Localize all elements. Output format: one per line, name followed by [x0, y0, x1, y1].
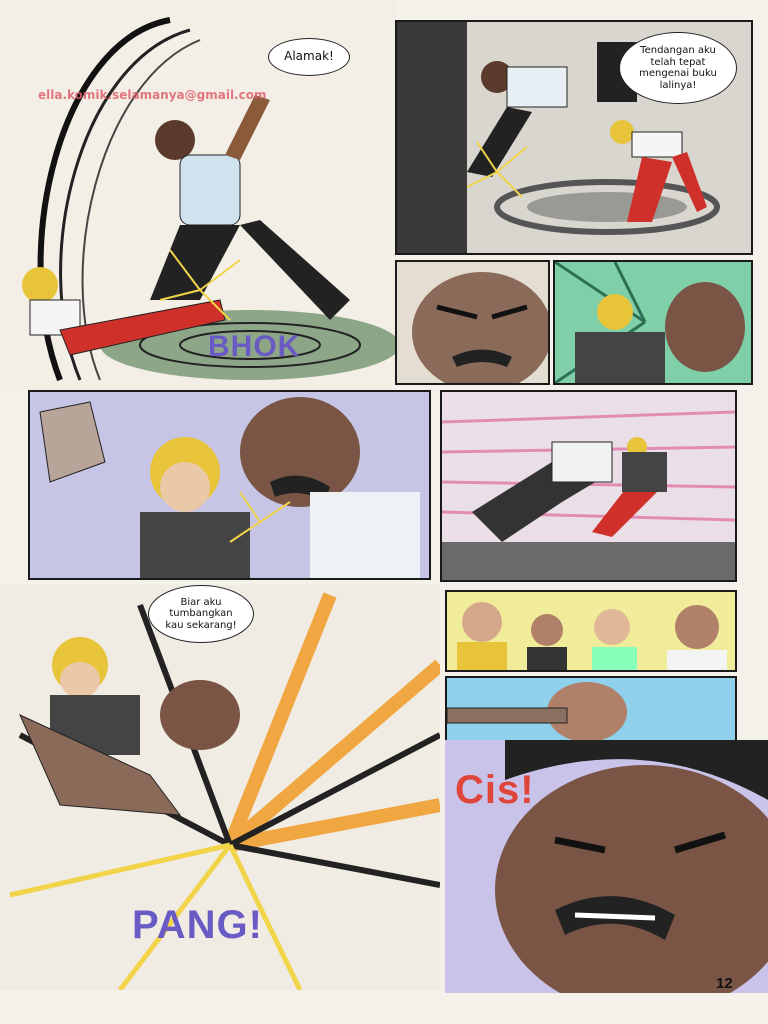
panel-6-art — [442, 392, 735, 580]
sfx-cis: Cis! — [455, 768, 535, 812]
speech-balloon-alamak — [268, 38, 350, 76]
panel-10-spectators — [445, 590, 737, 672]
panel-3-angry-face — [395, 260, 550, 385]
panel-6-throw — [440, 390, 737, 582]
page-number: 12 — [716, 975, 733, 992]
panel-4-grapple — [553, 260, 753, 385]
panel-2-alley — [395, 20, 753, 255]
panel-11-art — [447, 678, 735, 746]
balloon-text: Biar aku tumbangkan kau sekarang! — [165, 596, 237, 631]
balloon-text: Alamak! — [284, 49, 334, 64]
speech-balloon-tendangan — [619, 32, 737, 104]
watermark: ella.komik.selamanya@gmail.com — [38, 88, 267, 102]
sfx-pang: PANG! — [132, 903, 263, 947]
panel-10-art — [447, 592, 735, 670]
panel-1-kick — [0, 0, 395, 390]
panel-12-cis — [445, 740, 768, 993]
panel-11-wipe — [445, 676, 737, 748]
panel-5-grab — [28, 390, 431, 580]
panel-9-punch — [0, 585, 440, 990]
speech-balloon-biar — [148, 585, 254, 643]
balloon-text: Tendangan aku telah tepat mengenai buku lalinya! — [639, 45, 717, 91]
panel-3-art — [397, 262, 548, 383]
sfx-bhok: BHOK — [208, 330, 301, 363]
panel-5-art — [30, 392, 429, 578]
panel-4-art — [555, 262, 751, 383]
